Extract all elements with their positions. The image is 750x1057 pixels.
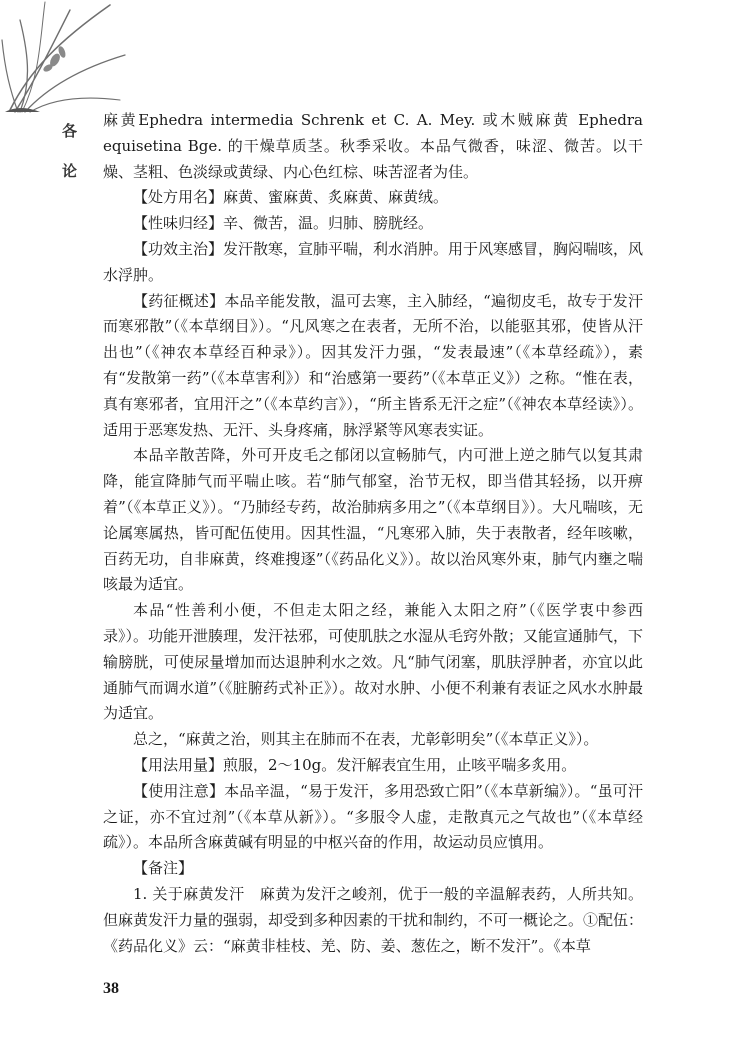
orchid-decoration [0,0,130,120]
summary-paragraph: 总之，“麻黄之治，则其主在肺而不在表，尤彰彰明矣”（《本草正义》）。 [133,730,599,749]
body-text [103,108,643,959]
lung-action-paragraph: 本品辛散苦降，外可开皮毛之郁闭以宣畅肺气，内可泄上逆之肺气以复其肃降，能宣降肺气而平喘止咳。若“肺气郁窒，治节无权，即当借其轻扬，以开痹着”（《本草正义》）。“乃肺经专药，故治肺病多用之”（《本草纲目》）。大凡喘咳，无论属寒属热，皆可配伍使用。因其性温，“凡寒邪入肺，失于表散者，经年咳嗽，百药无功，自非麻黄，终难搜逐”（《药品化义》）。故以治风寒外束，肺气内壅之喘咳最为适宜。 [103,446,643,594]
dosage: 【用法用量】煎服，2～10g。发汗解表宜生用，止咳平喘多炙用。 [133,755,577,774]
side-label-section: 论 [62,162,78,180]
page-number: 38 [103,980,119,997]
prescription-names: 【处方用名】麻黄、蜜麻黄、炙麻黄、麻黄绒。 [133,188,449,207]
note-1: 1. 关于麻黄发汗 麻黄为发汗之峻剂，优于一般的辛温解表药，人所共知。但麻黄发汗力量的强弱，却受到多种因素的干扰和制约，不可一概论之。①配伍：《药品化义》云：“麻黄非桂枝、羌、防、姜、葱佐之，断不发汗”。《本草 [103,884,644,955]
characteristics-overview: 【药征概述】本品辛能发散，温可去寒，主入肺经，“遍彻皮毛，故专于发汗而寒邪散”（《本草纲目》）。“凡风寒之在表者，无所不治，以能驱其邪，使皆从汗出也”（《神农本草经百种录》）。因其发汗力强，“发表最速”（《本草经疏》），素有“发散第一药”（《本草害利》）和“治感第一要药”（《本草正义》）之称。“惟在表，真有寒邪者，宜用汗之”（《本草约言》），“所主皆系无汗之症”（《神农本草经读》）。适用于恶寒发热、无汗、头身疼痛，脉浮紧等风寒表实证。 [103,291,643,439]
notes-heading: 【备注】 [133,859,194,878]
precautions: 【使用注意】本品辛温，“易于发汗，多用恐致亡阳”（《本草新编》）。“虽可汗之证，亦不宜过剂”（《本草从新》）。“多服令人虚，走散真元之气故也”（《本草经疏》）。本品所含麻黄碱有明显的中枢兴奋的作用，故运动员应慎用。 [103,781,643,852]
nature-meridian: 【性味归经】辛、微苦，温。归肺、膀胱经。 [133,214,434,233]
efficacy: 【功效主治】发汗散寒，宣肺平喘，利水消肿。用于风寒感冒，胸闷喘咳，风水浮肿。 [103,239,644,284]
side-label-part: 各 [62,122,78,140]
diuretic-paragraph: 本品“性善利小便，不但走太阳之经，兼能入太阳之府”（《医学衷中参西录》）。功能开泄腠理，发汗祛邪，可使肌肤之水湿从毛窍外散；又能宣通肺气，下输膀胱，可使尿量增加而达退肿利水之效。凡“肺气闭塞，肌肤浮肿者，亦宜以此通肺气而调水道”（《脏腑药式补正》）。故对水肿、小便不利兼有表证之风水水肿最为适宜。 [103,601,644,723]
intro-paragraph: 麻黄Ephedra intermedia Schrenk et C. A. Mey. 或木贼麻黄 Ephedra equisetina Bge. 的干燥草质茎。秋季采收。本品气微香，味涩、微苦。以干燥、茎粗、色淡绿或黄绿、内心色红棕、味苦涩者为佳。 [103,111,643,181]
